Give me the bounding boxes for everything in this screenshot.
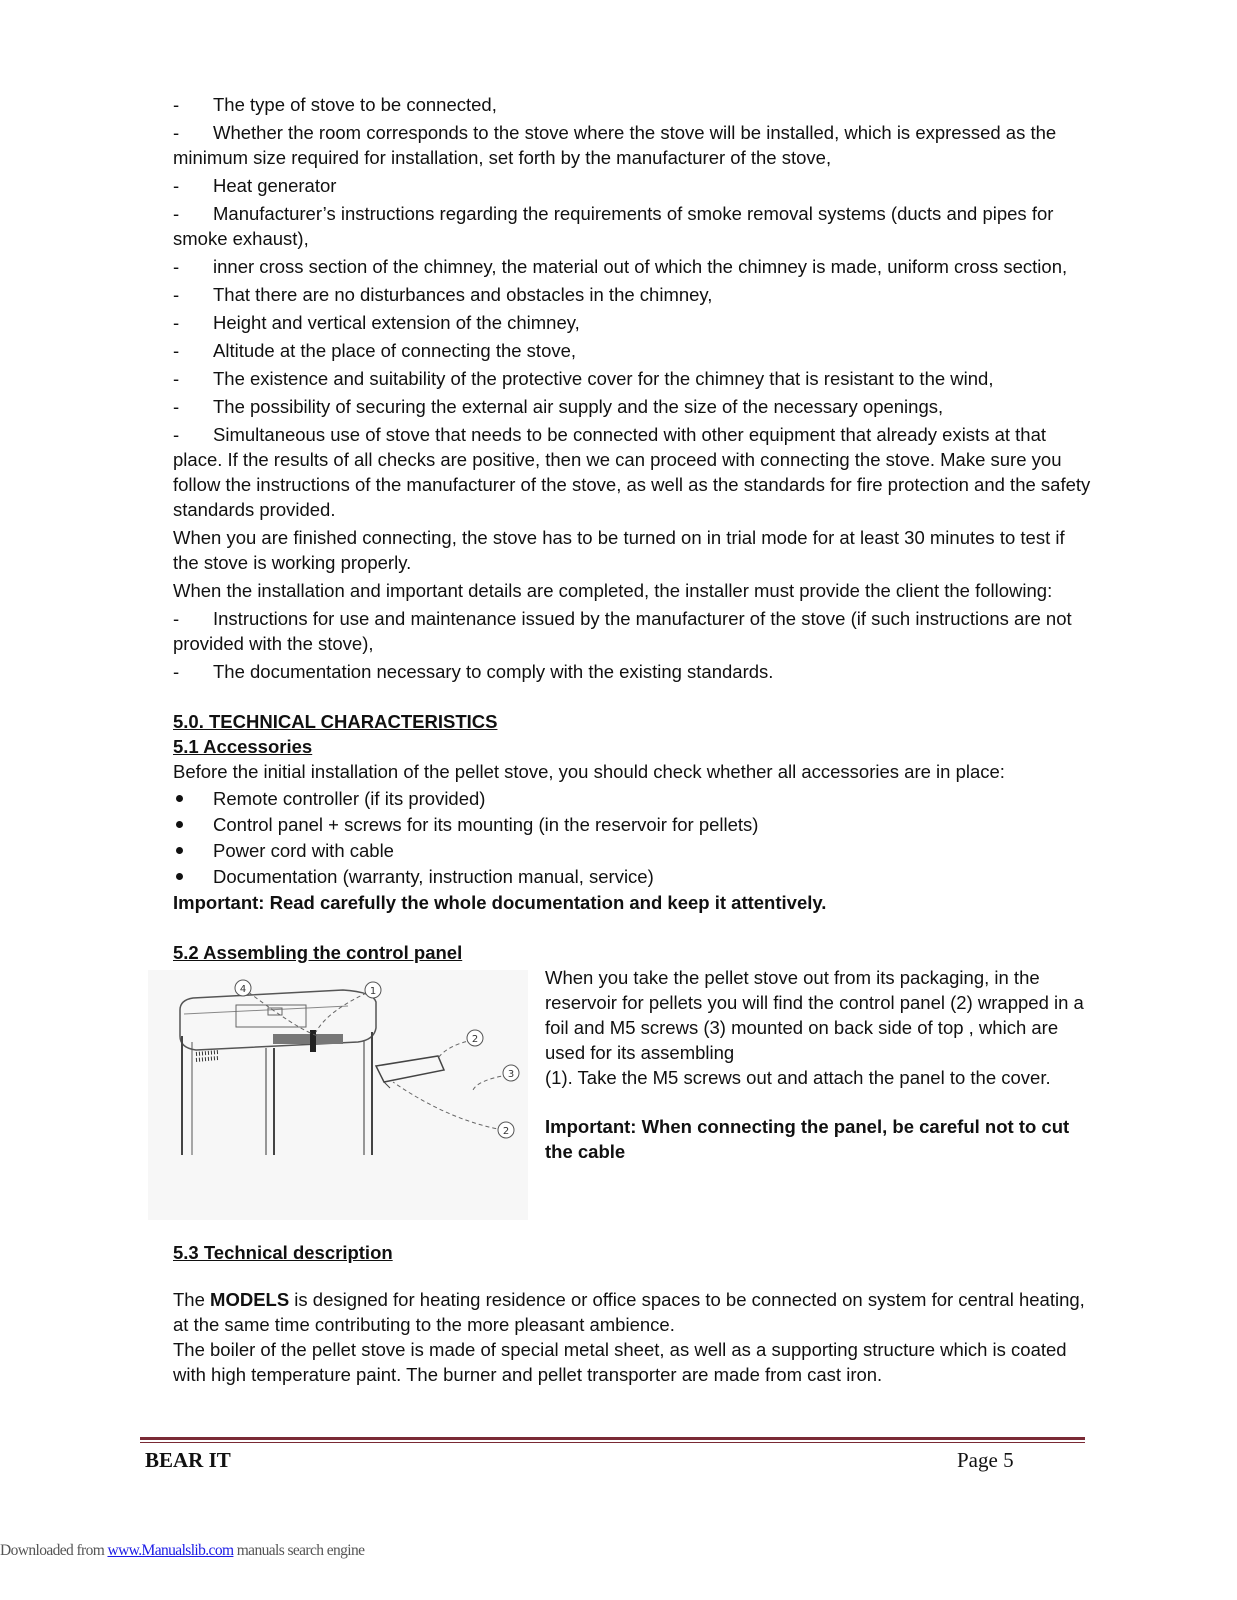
callout-label: 4: [239, 984, 247, 995]
bullet-icon: [176, 873, 183, 880]
list-item: - The documentation necessary to comply with the existing standards.: [173, 661, 774, 682]
accessories-list: [173, 786, 1093, 889]
section-heading-5-0: 5.0. TECHNICAL CHARACTERISTICS: [173, 711, 498, 732]
list-item: - Altitude at the place of connecting the stove,: [173, 340, 577, 361]
accessories-intro: Before the initial installation of the pellet stove, you should check whether all accessories are in place:: [173, 761, 1005, 782]
callout-label: 2: [502, 1126, 510, 1137]
trial-paragraph: When you are finished connecting, the stove has to be turned on in trial mode for at least 30 minutes to test if the stove is working properly.: [173, 527, 1065, 573]
download-note: Downloaded from www.Manualslib.com manuals search engine: [0, 1542, 365, 1559]
requirements-list: [173, 92, 1093, 522]
list-item: - That there are no disturbances and obstacles in the chimney,: [173, 284, 713, 305]
assembly-paragraph: (1). Take the M5 screws out and attach the panel to the cover.: [545, 1067, 1051, 1088]
bullet-icon: [176, 847, 183, 854]
handover-list: [173, 606, 1093, 684]
control-panel-assembly-diagram: [148, 970, 528, 1220]
description-paragraph: The MODELS is designed for heating residence or office spaces to be connected on system for central heating, at the same time contributing to the more pleasant ambience.: [173, 1289, 1085, 1335]
callout-label: 3: [507, 1069, 515, 1080]
list-item: - Instructions for use and maintenance issued by the manufacturer of the stove (if such instructions are not provided with the stove),: [173, 608, 1072, 654]
list-item: Remote controller (if its provided): [173, 786, 1093, 811]
page-content: [173, 92, 1093, 1387]
bullet-icon: [176, 795, 183, 802]
list-item: Power cord with cable: [173, 838, 1093, 863]
list-item: - Whether the room corresponds to the stove where the stove will be installed, which is expressed as the minimum size required for installation, set forth by the manufacturer of the stove,: [173, 122, 1057, 168]
list-item: - inner cross section of the chimney, the material out of which the chimney is made, uniform cross section,: [173, 256, 1068, 277]
list-item: - Manufacturer’s instructions regarding the requirements of smoke removal systems (ducts and pipes for smoke exhaust),: [173, 203, 1054, 249]
list-item: - The existence and suitability of the protective cover for the chimney that is resistant to the wind,: [173, 368, 994, 389]
assembly-instructions: [545, 965, 1085, 1167]
page-number: Page 5: [957, 1448, 1014, 1472]
important-note: Important: Read carefully the whole documentation and keep it attentively.: [173, 892, 827, 913]
list-item: - Simultaneous use of stove that needs to be connected with other equipment that already exists at that place. If the results of all checks are positive, then we can proceed with connecting the stove. Make sure you follow the instructions of the manufacturer of the stove, as well as the standards for fire protection and the safety standards provided.: [173, 424, 1091, 520]
footer-divider: [140, 1442, 1085, 1443]
list-item: Documentation (warranty, instruction manual, service): [173, 864, 1093, 889]
assembly-section: [173, 965, 1093, 1240]
list-item: - The type of stove to be connected,: [173, 94, 497, 115]
description-paragraph: The boiler of the pellet stove is made of special metal sheet, as well as a supporting structure which is coated with high temperature paint. The burner and pellet transporter are made from cast iron.: [173, 1339, 1067, 1385]
list-item: - The possibility of securing the external air supply and the size of the necessary openings,: [173, 396, 944, 417]
important-note: Important: When connecting the panel, be careful not to cut the cable: [545, 1116, 1070, 1162]
bullet-icon: [176, 821, 183, 828]
callout-label: 2: [471, 1034, 479, 1045]
install-paragraph: When the installation and important details are completed, the installer must provide the client the following:: [173, 580, 1053, 601]
list-item: Control panel + screws for its mounting (in the reservoir for pellets): [173, 812, 1093, 837]
list-item: - Height and vertical extension of the chimney,: [173, 312, 580, 333]
list-item: - Heat generator: [173, 175, 337, 196]
section-heading-5-1: 5.1 Accessories: [173, 736, 313, 757]
section-heading-5-2: 5.2 Assembling the control panel: [173, 942, 463, 963]
manualslib-link[interactable]: www.Manualslib.com: [107, 1542, 234, 1559]
footer-divider: [140, 1437, 1085, 1440]
section-heading-5-3: 5.3 Technical description: [173, 1242, 393, 1263]
assembly-paragraph: When you take the pellet stove out from its packaging, in the reservoir for pellets you will find the control panel (2) wrapped in a foil and M5 screws (3) mounted on back side of top , which are used for its assembling: [545, 967, 1084, 1063]
footer-title: BEAR IT: [145, 1448, 231, 1472]
callout-label: 1: [369, 986, 377, 997]
